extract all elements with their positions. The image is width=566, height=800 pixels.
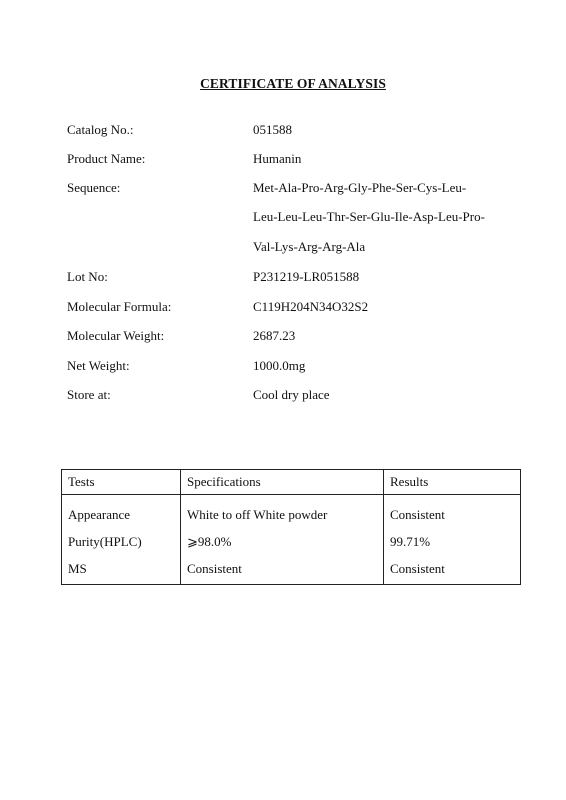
cell-result: 99.71% (384, 528, 521, 555)
sequence-line-2: Leu-Leu-Leu-Thr-Ser-Glu-Ile-Asp-Leu-Pro- (253, 209, 485, 224)
sequence-label: Sequence: (67, 180, 121, 195)
cell-specification: ⩾98.0% (181, 528, 384, 555)
cell-test: MS (62, 555, 181, 585)
sequence-line-1: Met-Ala-Pro-Arg-Gly-Phe-Ser-Cys-Leu- (253, 180, 467, 195)
lot-value: P231219-LR051588 (253, 269, 360, 284)
results-table (61, 469, 521, 585)
cell-result: Consistent (384, 495, 521, 529)
table-row (62, 495, 521, 529)
net-weight-value: 1000.0mg (253, 358, 306, 373)
product-label: Product Name: (67, 151, 146, 166)
cell-specification: Consistent (181, 555, 384, 585)
cell-test: Appearance (62, 495, 181, 529)
formula-value: C119H204N34O32S2 (253, 299, 369, 314)
header-tests: Tests (62, 470, 181, 495)
header-results: Results (384, 470, 521, 495)
net-weight-label: Net Weight: (67, 358, 130, 373)
lot-label: Lot No: (67, 269, 108, 284)
cell-specification: White to off White powder (181, 495, 384, 529)
catalog-value: 051588 (253, 122, 292, 137)
product-value: Humanin (253, 151, 302, 166)
catalog-label: Catalog No.: (67, 122, 134, 137)
document-title: CERTIFICATE OF ANALYSIS (200, 76, 386, 91)
cell-result: Consistent (384, 555, 521, 585)
store-label: Store at: (67, 387, 111, 402)
molecular-weight-label: Molecular Weight: (67, 328, 165, 343)
store-value: Cool dry place (253, 387, 330, 402)
table-header-row (62, 470, 521, 495)
formula-label: Molecular Formula: (67, 299, 172, 314)
molecular-weight-value: 2687.23 (253, 328, 296, 343)
table-row (62, 555, 521, 585)
header-specifications: Specifications (181, 470, 384, 495)
sequence-line-3: Val-Lys-Arg-Arg-Ala (253, 239, 366, 254)
table-row (62, 528, 521, 555)
cell-test: Purity(HPLC) (62, 528, 181, 555)
